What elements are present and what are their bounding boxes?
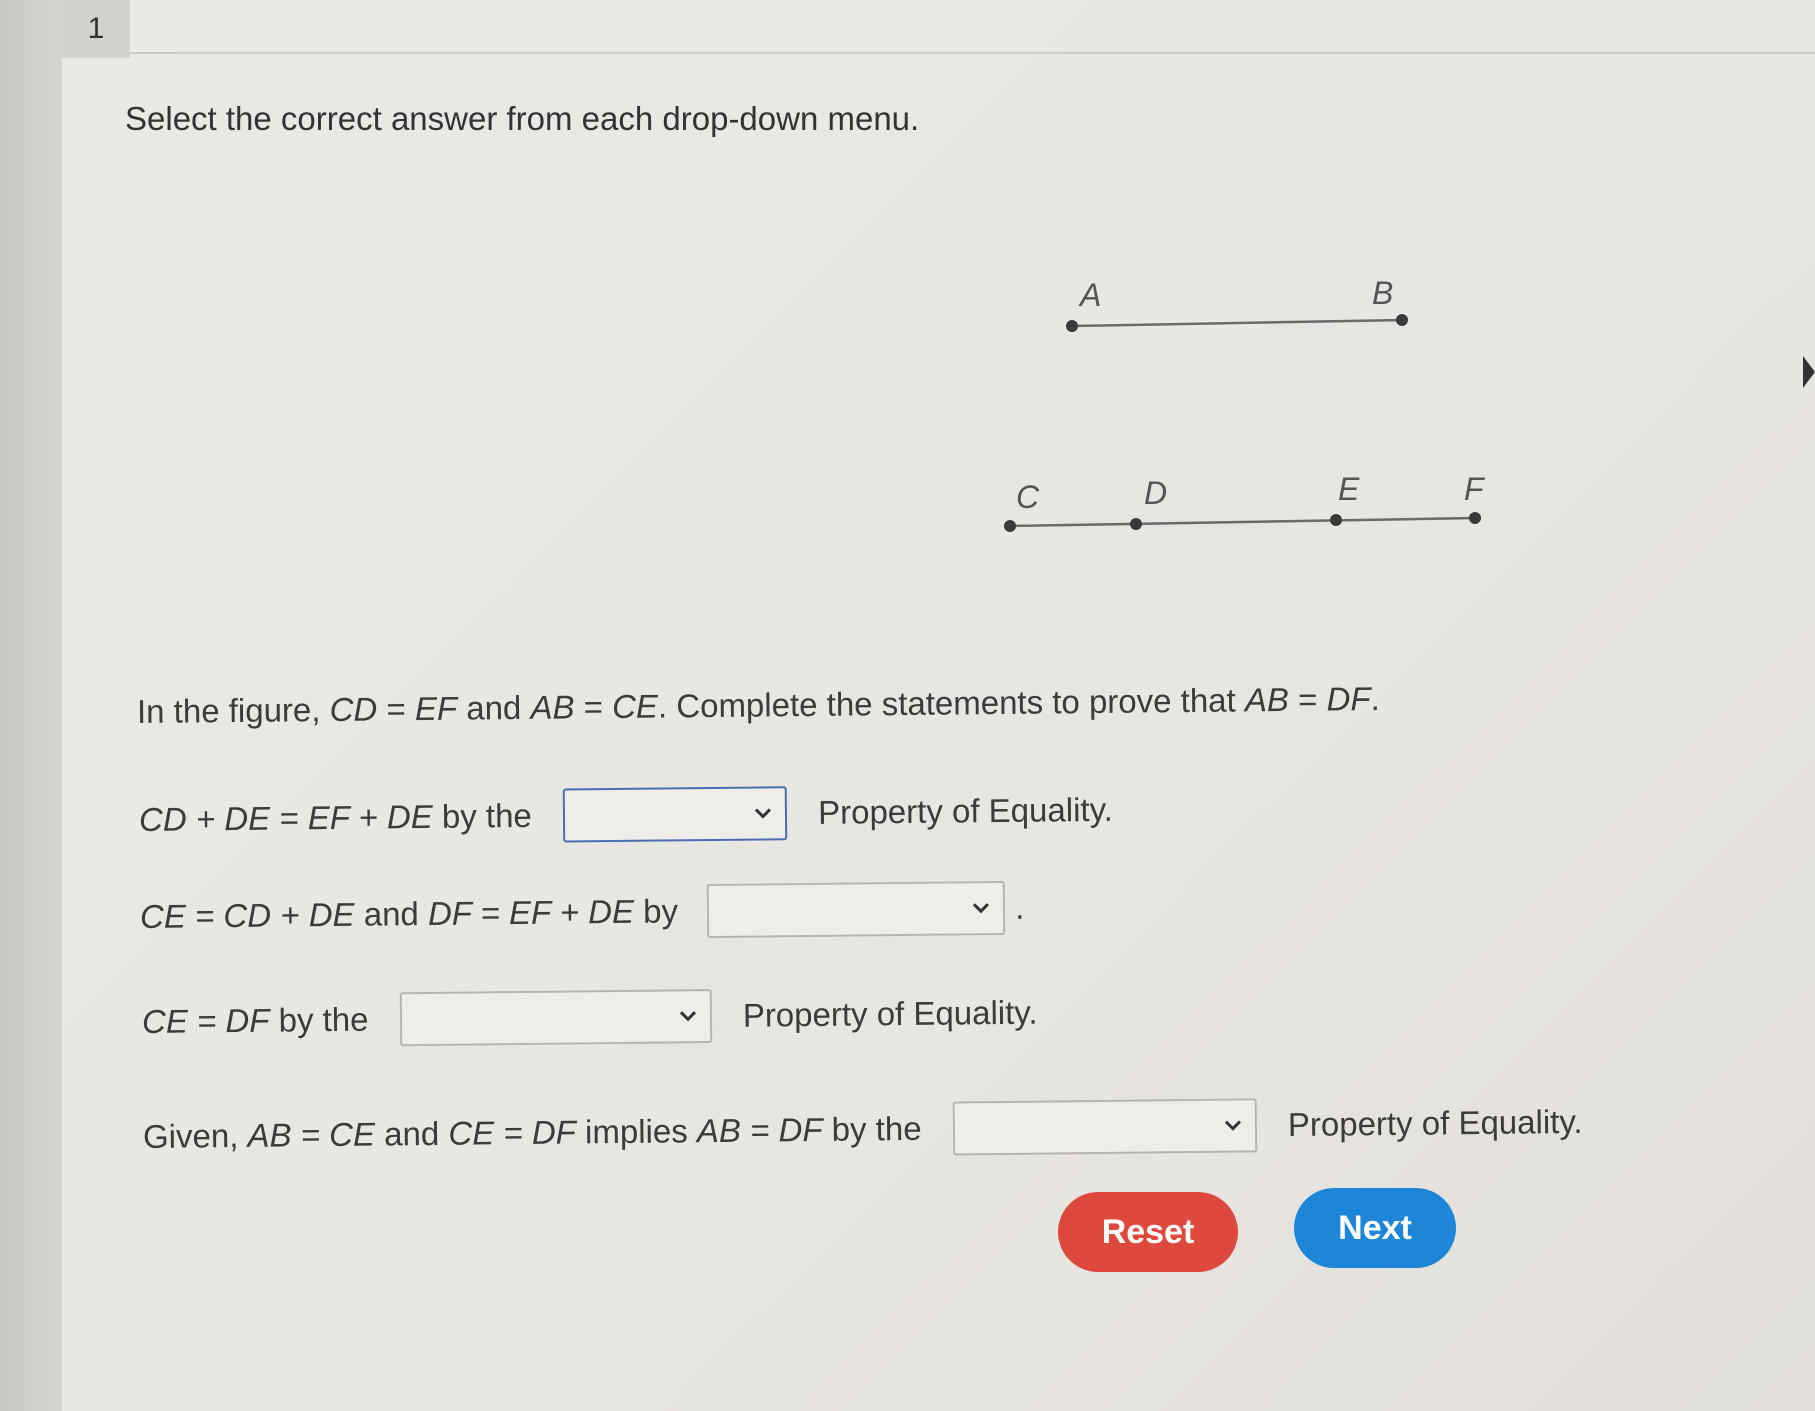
statement-text: by the	[822, 1109, 931, 1148]
dropdown-1[interactable]	[563, 786, 788, 842]
question-part: . Complete the statements to prove that	[657, 681, 1246, 725]
label-e: E	[1338, 471, 1360, 507]
statement-expression: CE = DF	[448, 1113, 577, 1152]
dropdown-4[interactable]	[952, 1098, 1257, 1155]
statement-expression: CD + DE = EF + DE	[138, 797, 433, 838]
statement-text: and	[374, 1114, 449, 1153]
chevron-down-icon	[1223, 1118, 1243, 1132]
point-f	[1469, 512, 1481, 524]
statement-expression: CE = CD + DE	[139, 895, 355, 935]
statement-2	[140, 881, 1025, 944]
question-part: =	[1288, 680, 1327, 718]
statement-expression: AB = DF	[696, 1110, 823, 1150]
question-part: and	[456, 688, 531, 727]
label-d: D	[1144, 475, 1168, 511]
statement-text: Given,	[142, 1116, 248, 1155]
chevron-down-icon	[971, 901, 991, 915]
instruction-text: Select the correct answer from each drop-down menu.	[125, 100, 920, 137]
segment-cf	[1004, 471, 1486, 532]
statement-text: .	[1014, 888, 1025, 926]
next-button[interactable]: Next	[1294, 1188, 1456, 1268]
chevron-down-icon	[678, 1009, 698, 1023]
math-term: EF	[414, 689, 458, 728]
math-term: DF	[1326, 680, 1371, 718]
question-part: .	[1370, 679, 1380, 718]
math-term: AB	[530, 688, 575, 726]
statement-text: implies	[575, 1112, 698, 1151]
statement-expression: DF = EF + DE	[427, 892, 635, 932]
left-gutter	[0, 0, 62, 1411]
math-term: AB	[1244, 680, 1290, 719]
statement-3	[142, 986, 1038, 1049]
chevron-down-icon	[753, 806, 773, 820]
statement-expression: CE = DF	[141, 1001, 270, 1040]
segment-figure	[980, 270, 1520, 550]
point-d	[1130, 518, 1142, 530]
statement-text: Property of Equality.	[1278, 1102, 1583, 1144]
statement-text: Property of Equality.	[733, 993, 1038, 1034]
statement-text: by the	[432, 796, 542, 835]
label-a: A	[1080, 277, 1102, 313]
collapse-arrow-icon[interactable]	[1803, 356, 1815, 388]
label-f: F	[1464, 471, 1484, 507]
question-part: =	[377, 690, 416, 728]
statement-text: by the	[269, 1000, 378, 1039]
label-b: B	[1372, 275, 1394, 311]
point-e	[1330, 514, 1342, 526]
segment-cf-line	[1010, 518, 1475, 526]
question-part: =	[574, 688, 613, 726]
statement-text: Property of Equality.	[808, 790, 1113, 831]
point-a	[1066, 320, 1078, 332]
point-c	[1004, 520, 1016, 532]
dropdown-2[interactable]	[707, 881, 1006, 938]
question-number: 1	[87, 12, 105, 45]
label-c: C	[1016, 479, 1040, 515]
statement-text: by	[633, 892, 688, 930]
header-divider	[130, 52, 1815, 54]
segment-ab	[1066, 275, 1408, 332]
statement-text: and	[354, 894, 429, 933]
statement-expression: AB = CE	[247, 1115, 376, 1154]
math-term: CD	[329, 690, 378, 728]
question-number-tab[interactable]	[62, 0, 130, 58]
point-b	[1396, 314, 1408, 326]
question-part: In the figure,	[136, 690, 330, 730]
segment-ab-line	[1072, 320, 1402, 326]
dropdown-3[interactable]	[399, 989, 712, 1046]
reset-button[interactable]: Reset	[1058, 1192, 1238, 1272]
math-term: CE	[611, 687, 659, 726]
statement-1	[139, 783, 1113, 847]
